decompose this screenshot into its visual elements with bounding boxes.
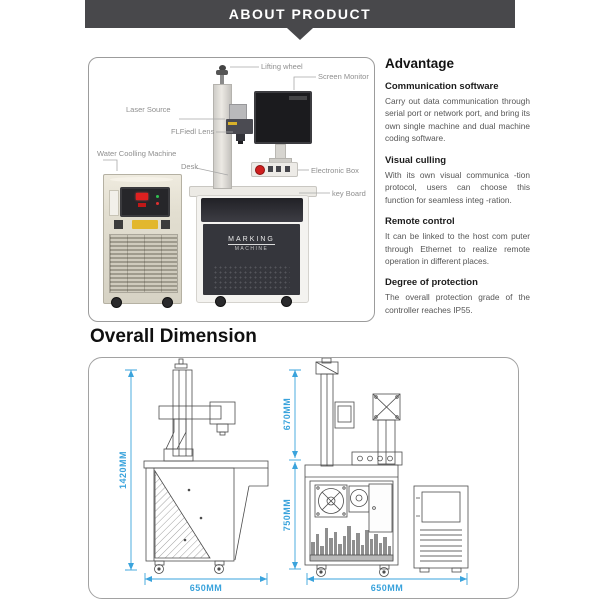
- advantage-item-remote-control: [385, 216, 530, 267]
- field-lens-nozzle: [236, 134, 245, 141]
- chiller-led-display-2: [138, 203, 146, 207]
- monitor-glare: [289, 96, 307, 100]
- chiller-indicator-red: [156, 202, 159, 205]
- dim-front-lower: 750MM: [282, 498, 292, 532]
- callout-water-cooling: Water Coolling Machine: [97, 149, 177, 158]
- keyboard-drawer: [201, 198, 303, 222]
- banner-title: ABOUT PRODUCT: [228, 6, 372, 22]
- chiller-indicator-green: [156, 195, 159, 198]
- dim-side-height: 1420MM: [118, 450, 128, 490]
- dimension-drawing-panel: [88, 357, 519, 599]
- product-photo-panel: [88, 57, 375, 322]
- advantage-section: [385, 56, 530, 326]
- overall-dimension-title: Overall Dimension: [90, 326, 257, 347]
- chiller-button-left: [114, 220, 123, 229]
- machine-cabinet: [196, 195, 309, 303]
- advantage-item-protection: [385, 277, 530, 316]
- about-product-banner: [85, 0, 515, 28]
- ebox-button: [285, 166, 290, 172]
- chiller-warning-sticker: [132, 220, 158, 229]
- advantage-body: It can be linked to the host com puter through Ethernet to realize remote operation in different places.: [385, 231, 530, 266]
- ebox-button: [268, 166, 273, 172]
- banner-arrow-icon: [287, 28, 313, 40]
- callout-screen-monitor: Screen Monitor: [318, 72, 369, 81]
- chiller-wheel: [162, 297, 173, 308]
- advantage-heading: Remote control: [385, 216, 455, 228]
- chiller-top: [110, 177, 173, 182]
- callout-field-lens: FLFiedl Lens: [171, 127, 215, 136]
- advantage-body: Carry out data communication through serial port or network port, and bring its own single machine and dual machine coding software.: [385, 96, 530, 144]
- machine-name-line1: MARKING: [228, 236, 275, 243]
- cabinet-wheel: [281, 296, 292, 307]
- advantage-heading: Communication software: [385, 81, 499, 92]
- callout-key-board: key Board: [332, 189, 366, 198]
- advantage-body: The overall protection grade of the controller reaches IP55.: [385, 292, 530, 315]
- chiller-wheel: [111, 297, 122, 308]
- lifting-column: [213, 84, 232, 189]
- electronic-box-illustration: [251, 162, 298, 177]
- dim-side-width: 650MM: [189, 583, 223, 593]
- cabinet-front-panel: [203, 224, 300, 295]
- callout-electronic-box: Electronic Box: [311, 166, 359, 175]
- field-lens-tip: [238, 141, 243, 144]
- callout-laser-source: Laser Source: [126, 105, 171, 114]
- advantage-title: Advantage: [385, 56, 455, 71]
- dim-front-upper: 670MM: [282, 397, 292, 431]
- advantage-heading: Visual culling: [385, 154, 447, 166]
- emergency-stop-button: [255, 165, 265, 175]
- galvo-stripe: [228, 122, 237, 125]
- side-view-dimensions: [118, 370, 267, 593]
- advantage-heading: Degree of protection: [385, 277, 478, 289]
- side-view-drawing: [144, 359, 268, 574]
- cabinet-wheel: [215, 296, 226, 307]
- panel-dot-texture: [213, 265, 290, 291]
- chiller-vent-grille: [109, 234, 178, 293]
- callout-desk: Desk: [181, 162, 199, 171]
- chiller-button-right: [161, 220, 170, 229]
- chiller-led-display: [136, 193, 148, 200]
- dimension-drawings: [89, 358, 518, 598]
- machine-name-line2: MACHINE: [234, 246, 269, 252]
- galvo-head: [226, 119, 253, 134]
- chiller-control-panel: [120, 187, 170, 217]
- ebox-button: [276, 166, 281, 172]
- advantage-item-visual-culling: [385, 155, 530, 206]
- front-view-drawing: [305, 358, 468, 577]
- water-chiller-illustration: [103, 174, 182, 304]
- advantage-body: With its own visual communica -tion protocol, users can choose this function for seamless integ -ration.: [385, 169, 530, 205]
- dim-front-width: 650MM: [370, 583, 404, 593]
- chiller-label-strip: [109, 190, 119, 216]
- screen-monitor-illustration: [254, 91, 312, 144]
- callout-lifting-wheel: Lifting wheel: [261, 62, 303, 71]
- lifting-wheel-stem: [220, 75, 224, 84]
- advantage-item-communication: [385, 81, 530, 145]
